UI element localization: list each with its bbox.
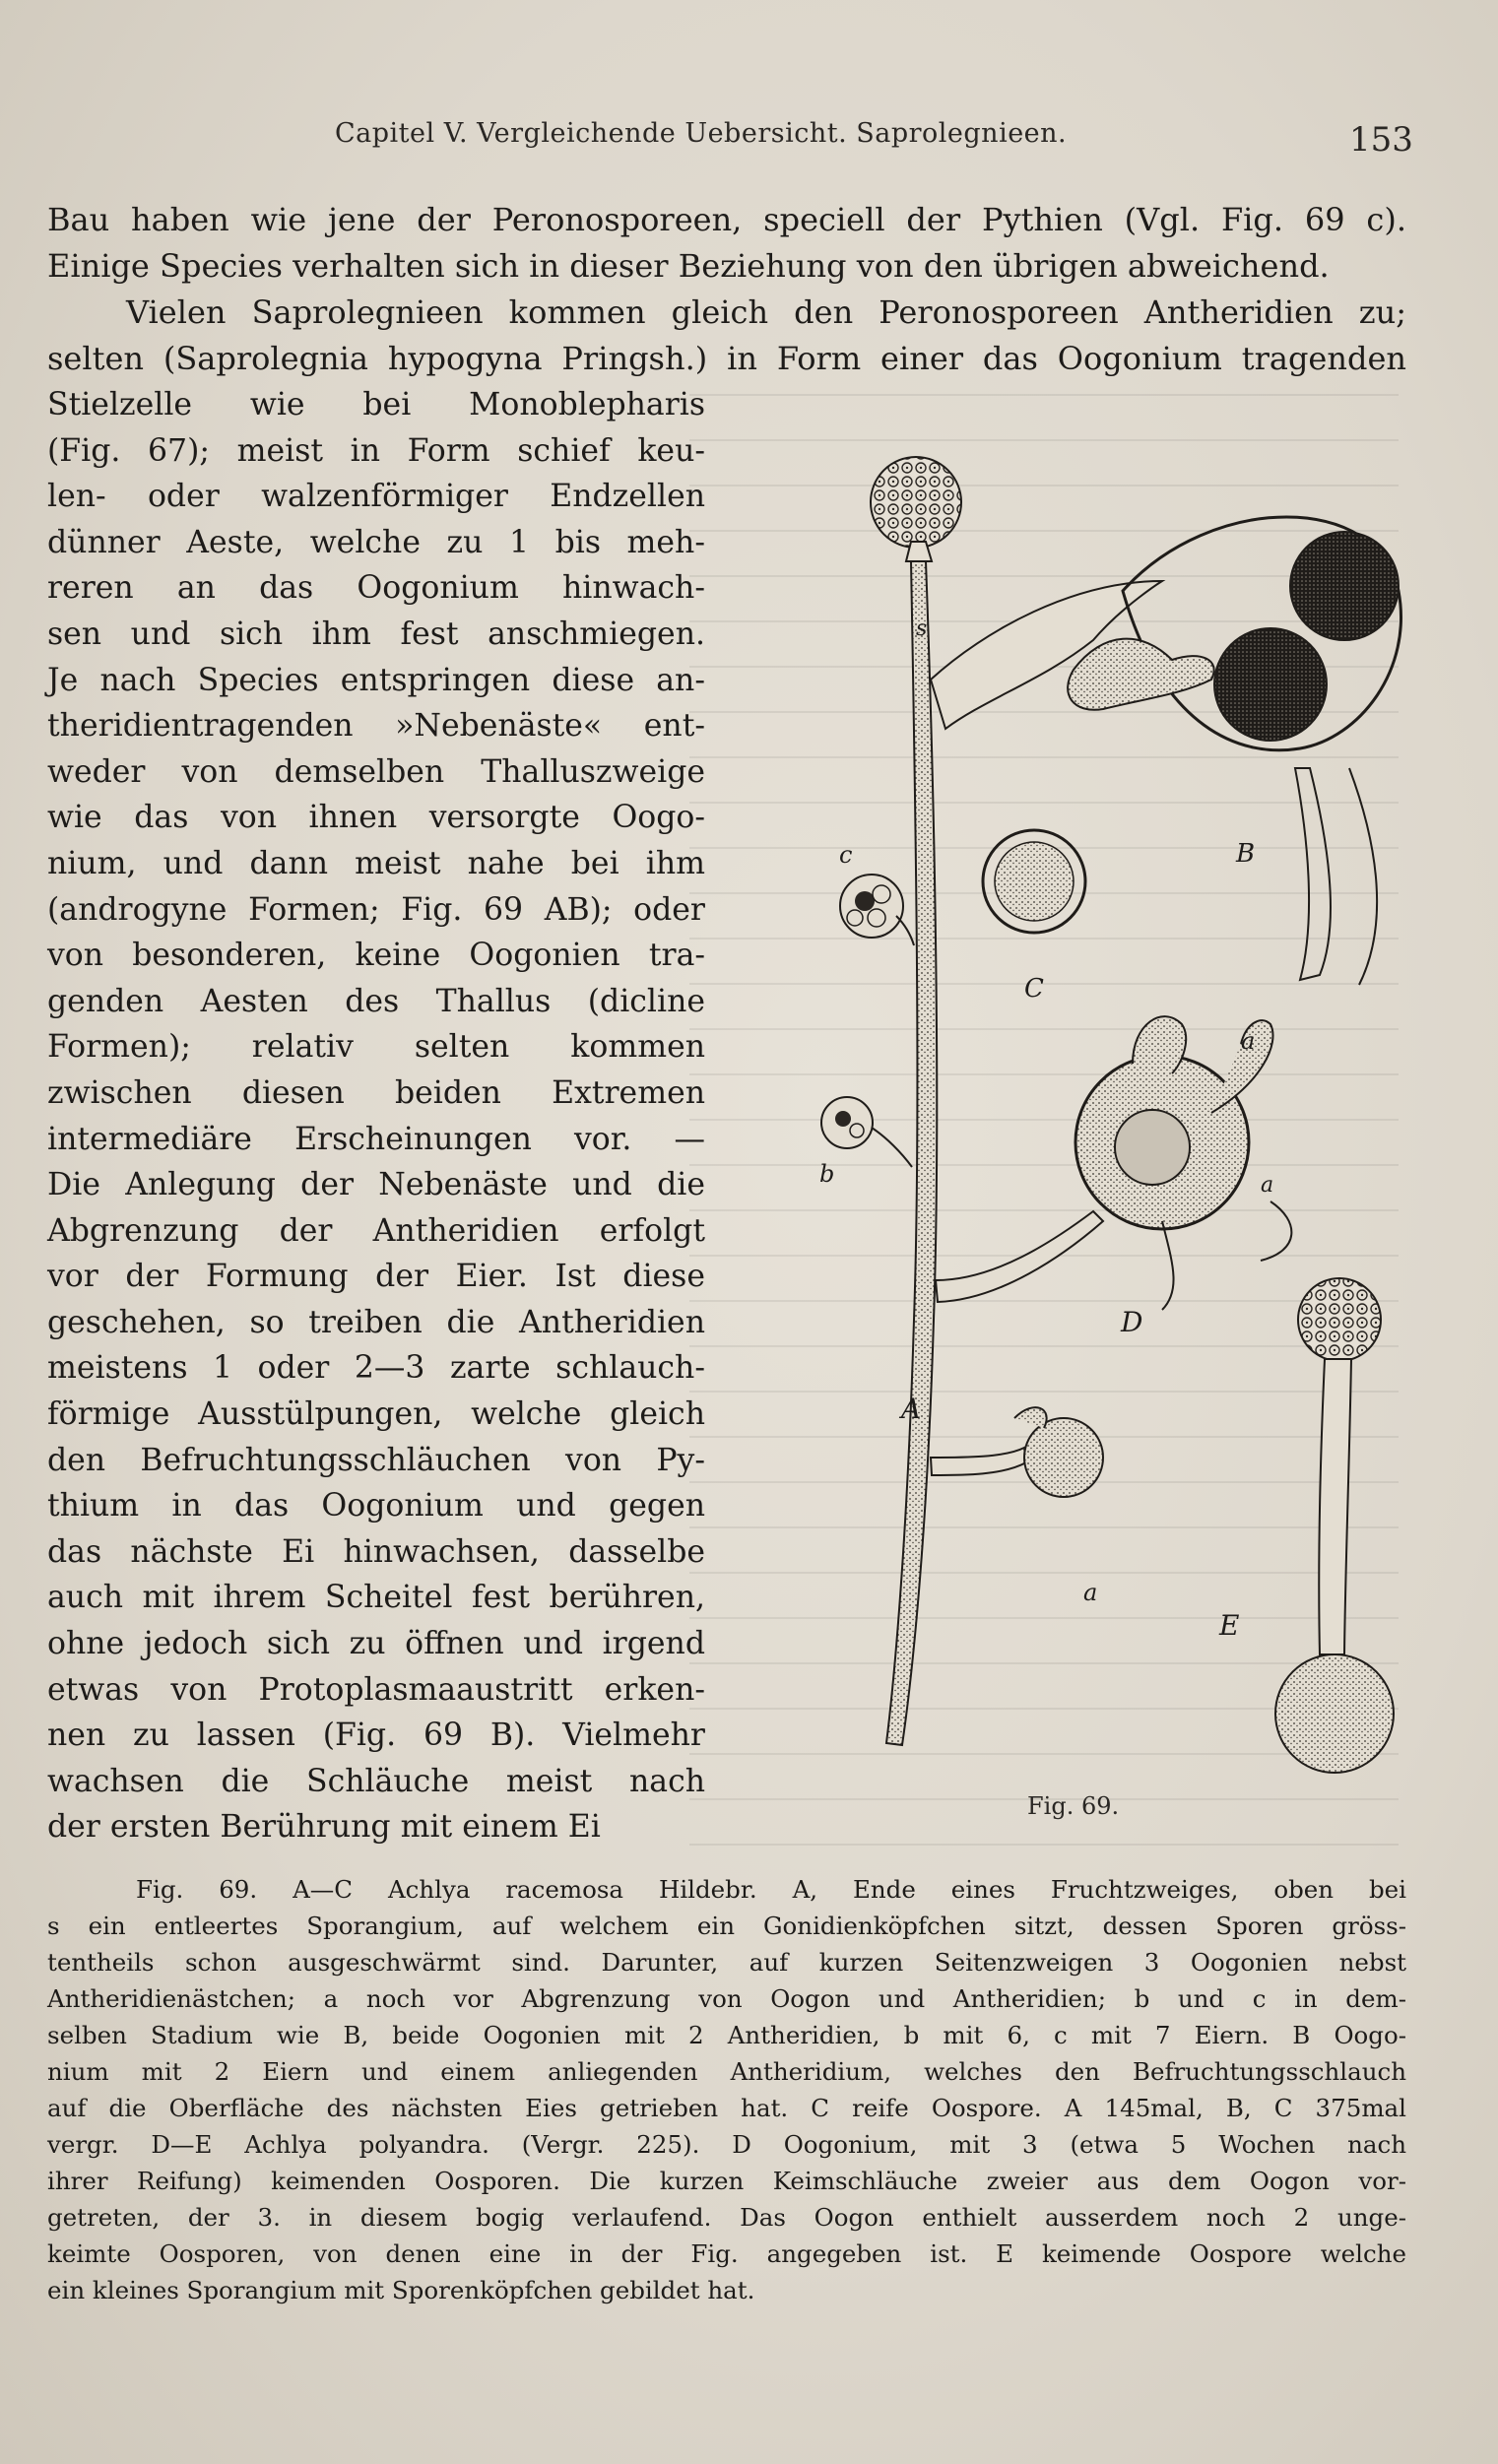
figure-label-D: D [1121, 1306, 1143, 1338]
text-line: len- oder walzenförmiger Endzellen [47, 479, 705, 515]
figure-label-s: s [916, 616, 928, 641]
text-line: dünner Aeste, welche zu 1 bis meh- [47, 524, 705, 560]
oogonium-a [1024, 1418, 1103, 1497]
oospore-E [1275, 1654, 1394, 1773]
text-line: wie das von ihnen versorgte Oogo- [47, 800, 705, 836]
text-line: (androgyne Formen; Fig. 69 AB); oder [47, 891, 705, 928]
text-line: der ersten Berührung mit einem Ei [47, 1809, 601, 1846]
caption-line: tentheils schon ausgeschwärmt sind. Darunter, auf kurzen Seitenzweigen 3 Oogonien nebst [47, 1948, 1406, 1977]
text-line: vor der Formung der Eier. Ist diese [47, 1259, 705, 1295]
caption-line: Antheridienästchen; a noch vor Abgrenzung von Oogon und Antheridien; b und c in dem- [47, 1984, 1406, 2013]
full-width-text [47, 197, 1406, 382]
egg-B1 [1290, 532, 1399, 640]
caption-line: Fig. 69. A—C Achlya racemosa Hildebr. A, Ende eines Fruchtzweiges, oben bei [136, 1875, 1406, 1904]
text-line: zwischen diesen beiden Extremen [47, 1074, 705, 1111]
text-line: ohne jedoch sich zu öffnen und irgend [47, 1626, 705, 1662]
figure-label-B: B [1236, 839, 1256, 869]
figure-title: Fig. 69. [1027, 1792, 1120, 1820]
text-line: intermediäre Erscheinungen vor. — [47, 1121, 705, 1157]
text-line: den Befruchtungsschläuchen von Py- [47, 1442, 705, 1478]
antheridium-B [1068, 639, 1213, 710]
text-line: nium, und dann meist nahe bei ihm [47, 845, 705, 881]
text-line: weder von demselben Thalluszweige [47, 753, 705, 790]
caption-line: ihrer Reifung) keimenden Oosporen. Die kurzen Keimschläuche zweier aus dem Oogon vor- [47, 2167, 1406, 2195]
figure-label-c-upper: c [839, 841, 853, 869]
figure-label-C: C [1024, 974, 1044, 1004]
sporangium-E [1298, 1278, 1381, 1361]
figure-label-b: b [819, 1160, 835, 1188]
caption-line: getreten, der 3. in diesem bogig verlaufend. Das Oogon enthielt ausserdem noch 2 unge- [47, 2203, 1406, 2232]
egg-B2 [1214, 628, 1327, 741]
text-line: Formen); relativ selten kommen [47, 1029, 705, 1066]
caption-line: ein kleines Sporangium mit Sporenköpfchen gebildet hat. [47, 2276, 755, 2304]
main-stalk [886, 561, 937, 1745]
sporangium-head [871, 457, 961, 548]
caption-line: auf die Oberfläche des nächsten Eies getrieben hat. C reife Oospore. A 145mal, B, C 375mal [47, 2094, 1406, 2122]
text-line: reren an das Oogonium hinwach- [47, 570, 705, 607]
text-line: geschehen, so treiben die Antheridien [47, 1304, 705, 1340]
text-line: thium in das Oogonium und gegen [47, 1488, 705, 1524]
caption-line: nium mit 2 Eiern und einem anliegenden Antheridium, welches den Befruchtungsschlauch [47, 2057, 1406, 2086]
figure-label-E: E [1219, 1609, 1240, 1642]
text-line: sen und sich ihm fest anschmiegen. [47, 616, 705, 652]
botanical-drawing [749, 433, 1438, 1842]
text-line: Einige Species verhalten sich in dieser Beziehung von den übrigen abweichend. [47, 247, 1330, 285]
text-line: Bau haben wie jene der Peronosporeen, speciell der Pythien (Vgl. Fig. 69 c). [47, 201, 1406, 238]
caption-line: keimte Oosporen, von denen eine in der Fig. angegeben ist. E keimende Oospore welche [47, 2239, 1406, 2268]
text-line: förmige Ausstülpungen, welche gleich [47, 1396, 705, 1433]
caption-line: s ein entleertes Sporangium, auf welchem ein Gonidienköpfchen sitzt, dessen Sporen gröss- [47, 1912, 1406, 1940]
text-line: Die Anlegung der Nebenäste und die [47, 1167, 705, 1203]
text-line: Vielen Saprolegnieen kommen gleich den Peronosporeen Antheridien zu; [126, 293, 1406, 331]
figure-label-A: A [901, 1393, 922, 1425]
figure-label-a-right: a [1261, 1173, 1274, 1198]
caption-line: vergr. D—E Achlya polyandra. (Vergr. 225). D Oogonium, mit 3 (etwa 5 Wochen nach [47, 2130, 1406, 2159]
text-line: (Fig. 67); meist in Form schief keu- [47, 432, 705, 469]
figure-label-a-lower: a [1083, 1579, 1098, 1606]
text-line: Je nach Species entspringen diese an- [47, 662, 705, 698]
text-line: etwas von Protoplasmaaustritt erken- [47, 1671, 705, 1708]
figure-69-illustration [749, 433, 1438, 1842]
text-line: auch mit ihrem Scheitel fest berühren, [47, 1580, 705, 1616]
figure-caption [47, 1871, 1406, 2308]
text-line: meistens 1 oder 2—3 zarte schlauch- [47, 1350, 705, 1387]
text-line: genden Aesten des Thallus (dicline [47, 983, 705, 1019]
text-column [47, 382, 705, 1850]
text-line: Stielzelle wie bei Monoblepharis [47, 387, 705, 422]
text-line: theridientragenden »Nebenäste« ent- [47, 708, 705, 745]
text-line: wachsen die Schläuche meist nach [47, 1763, 705, 1799]
text-line: selten (Saprolegnia hypogyna Pringsh.) in Form einer das Oogonium tragenden [47, 340, 1406, 377]
running-header: Capitel V. Vergleichende Uebersicht. Saprolegnieen. [335, 118, 1068, 149]
page-number: 153 [1349, 120, 1413, 160]
text-line: von besonderen, keine Oogonien tra- [47, 938, 705, 974]
figure-label-a-upper: a [1241, 1027, 1256, 1055]
text-line: Abgrenzung der Antheridien erfolgt [47, 1212, 705, 1249]
text-line: nen zu lassen (Fig. 69 B). Vielmehr [47, 1718, 705, 1754]
text-line: das nächste Ei hinwachsen, dasselbe [47, 1533, 705, 1570]
caption-line: selben Stadium wie B, beide Oogonien mit 2 Antheridien, b mit 6, c mit 7 Eiern. B Oogo- [47, 2021, 1406, 2049]
